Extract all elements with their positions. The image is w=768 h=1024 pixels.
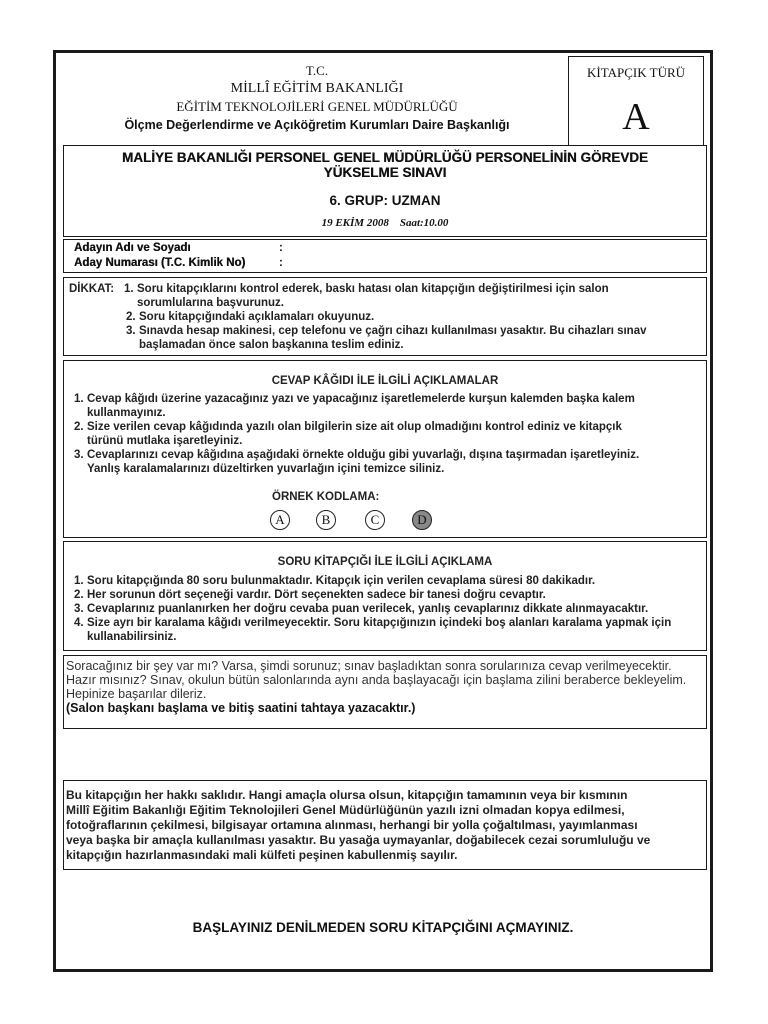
item-text: Cevaplarınız puanlanırken her doğru cevaba puan verilecek, yanlış cevaplarınız dikkate alınmayacaktır.: [87, 603, 649, 615]
candidate-name-label: Adayın Adı ve Soyadı: [74, 242, 191, 254]
warning-item: [126, 324, 704, 352]
example-coding-label: ÖRNEK KODLAMA:: [272, 491, 380, 503]
warning-label: DİKKAT:: [69, 283, 115, 295]
item-text-cont: türünü mutlaka işaretleyiniz.: [87, 435, 243, 447]
bubble-option-c: C: [365, 510, 385, 530]
answer-sheet-box: [63, 360, 707, 538]
item-number: 1.: [124, 283, 134, 295]
item-text: Soru kitapçığında 80 soru bulunmaktadır. Kitapçık için verilen cevaplama süresi 80 dakikadır.: [87, 575, 596, 587]
exam-datetime: [64, 217, 706, 229]
warning-item: [124, 282, 704, 310]
item-number: 4.: [74, 617, 84, 629]
copyright-line: Millî Eğitim Bakanlığı Eğitim Teknolojileri Genel Müdürlüğünün yazılı izni olmadan kopya edilmesi,: [66, 803, 625, 817]
item-text-cont: Yanlış karalamalarınızı düzeltirken yuvarlağın içini temizce siliniz.: [87, 463, 445, 475]
instructions-text: [66, 659, 706, 715]
item-number: 3.: [74, 603, 84, 615]
candidate-number-label: Aday Numarası (T.C. Kimlik No): [74, 257, 246, 269]
copyright-line: kitapçığın hazırlanmasındaki mali külfeti peşinen kabullenmiş sayılır.: [66, 848, 458, 862]
candidate-number-colon: :: [279, 257, 283, 269]
item-text: Her sorunun dört seçeneği vardır. Dört seçenekten sadece bir tanesi doğru cevaptır.: [87, 589, 546, 601]
header: [68, 62, 566, 134]
item-number: 2.: [74, 589, 84, 601]
candidate-name-colon: :: [279, 242, 283, 254]
item-text-cont: kullanmayınız.: [87, 407, 166, 419]
item-text: Size verilen cevap kâğıdında yazılı olan bilgilerin size ait olup olmadığını kontrol ediniz ve kitapçık: [87, 421, 622, 433]
exam-time: Saat:10.00: [399, 217, 449, 229]
exam-title-line2: YÜKSELME SINAVI: [323, 165, 447, 180]
exam-title-box: [63, 145, 707, 237]
do-not-open-warning: BAŞLAYINIZ DENİLMEDEN SORU KİTAPÇIĞINI AÇMAYINIZ.: [192, 920, 574, 935]
question-item: [74, 602, 704, 616]
question-booklet-heading: SORU KİTAPÇIĞI İLE İLGİLİ AÇIKLAMA: [277, 556, 493, 568]
instructions-line: Soracağınız bir şey var mı? Varsa, şimdi sorunuz; sınav başladıktan sonra sorularınıza cevap verilmeyecektir.: [66, 659, 672, 673]
warning-list: [124, 282, 704, 352]
copyright-line: Bu kitapçığın her hakkı saklıdır. Hangi amaçla olursa olsun, kitapçığın tamamının veya bir kısmının: [66, 788, 628, 802]
exam-group: 6. GRUP: UZMAN: [329, 193, 441, 208]
header-directorate: EĞİTİM TEKNOLOJİLERİ GENEL MÜDÜRLÜĞÜ: [176, 99, 458, 114]
instructions-line: Hazır mısınız? Sınav, okulun bütün salonlarında aynı anda başlayacağı için başlama zilini beraberce bekleyelim.: [66, 673, 687, 687]
copyright-line: veya başka bir amaçla kullanılması yasaktır. Bu yasağa uymayanlar, doğabilecek cezai sorumluluğu ve: [66, 833, 651, 847]
item-text-cont: sorumlularına başvurunuz.: [137, 297, 284, 309]
question-booklet-box: [63, 541, 707, 651]
instructions-line: Hepinize başarılar dileriz.: [66, 687, 207, 701]
item-text: Cevap kâğıdı üzerine yazacağınız yazı ve yapacağınız işaretlemelerde kurşun kalemden başka kalem: [87, 393, 635, 405]
instructions-box: [63, 655, 707, 729]
question-booklet-list: [74, 574, 704, 644]
exam-title-line1: MALİYE BAKANLIĞI PERSONEL GENEL MÜDÜRLÜĞÜ PERSONELİNİN GÖREVDE: [121, 150, 649, 165]
item-number: 1.: [74, 393, 84, 405]
exam-date: 19 EKİM 2008: [321, 217, 389, 229]
warning-box: [63, 277, 707, 356]
item-text: Soru kitapçığındaki açıklamaları okuyunuz.: [139, 311, 375, 323]
booklet-type-letter: A: [622, 96, 650, 138]
item-text: Cevaplarınızı cevap kâğıdına aşağıdaki örnekte olduğu gibi yuvarlağı, dışına taşırmadan işaretleyiniz.: [87, 449, 640, 461]
answer-sheet-list: [74, 392, 704, 476]
item-number: 2.: [74, 421, 84, 433]
item-number: 2.: [126, 311, 136, 323]
bubble-option-a: A: [270, 510, 290, 530]
answer-item: [74, 392, 704, 420]
question-item: [74, 574, 704, 588]
question-item: [74, 616, 704, 644]
item-text-cont: başlamadan önce salon başkanına teslim ediniz.: [139, 339, 404, 351]
bubble-option-d-marked: D: [412, 510, 432, 530]
header-ministry: MİLLÎ EĞİTİM BAKANLIĞI: [230, 81, 404, 96]
booklet-type-box: [568, 56, 704, 146]
copyright-line: fotoğraflarının çekilmesi, bilgisayar ortamına alınması, herhangi bir yolla çoğaltılması, yayımlanması: [66, 818, 638, 832]
copyright-text: [66, 788, 706, 863]
exam-title: [64, 150, 706, 180]
answer-item: [74, 448, 704, 476]
item-text: Soru kitapçıklarını kontrol ederek, baskı hatası olan kitapçığın değiştirilmesi için salon: [137, 283, 609, 295]
warning-item: [126, 310, 704, 324]
answer-sheet-heading: CEVAP KÂĞIDI İLE İLGİLİ AÇIKLAMALAR: [271, 375, 499, 387]
header-country: T.C.: [305, 63, 329, 78]
booklet-type-label: KİTAPÇIK TÜRÜ: [586, 65, 686, 80]
item-text: Size ayrı bir karalama kâğıdı verilmeyecektir. Soru kitapçığınızın içindeki boş alanları karalama yapmak için: [87, 617, 672, 629]
header-department: Ölçme Değerlendirme ve Açıköğretim Kurumları Daire Başkanlığı: [124, 118, 510, 132]
candidate-info-box: [63, 239, 707, 273]
item-number: 3.: [126, 325, 136, 337]
item-number: 1.: [74, 575, 84, 587]
question-item: [74, 588, 704, 602]
item-text-cont: kullanabilirsiniz.: [87, 631, 177, 643]
copyright-box: [63, 780, 707, 870]
instructions-note: (Salon başkanı başlama ve bitiş saatini tahtaya yazacaktır.): [66, 701, 416, 715]
item-number: 3.: [74, 449, 84, 461]
item-text: Sınavda hesap makinesi, cep telefonu ve çağrı cihazı kullanılması yasaktır. Bu cihazları sınav: [139, 325, 647, 337]
bubble-option-b: B: [316, 510, 336, 530]
answer-item: [74, 420, 704, 448]
